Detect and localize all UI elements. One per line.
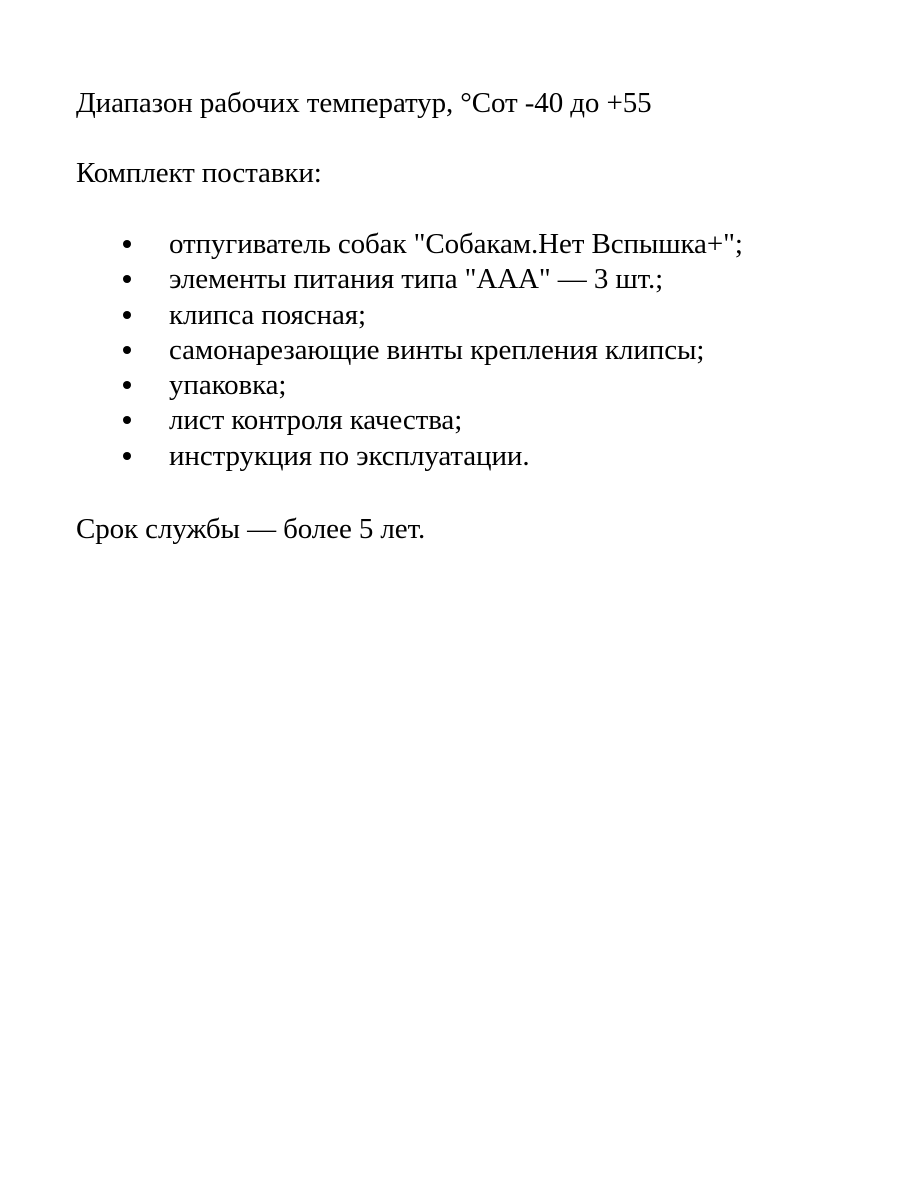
list-item-text: упаковка;	[169, 369, 287, 402]
kit-list	[76, 226, 743, 473]
bullet-icon	[123, 275, 131, 283]
list-item	[76, 261, 743, 296]
list-item-text: отпугиватель собак "Собакам.Нет Вспышка+";	[169, 228, 743, 260]
bullet-icon	[123, 311, 131, 319]
list-item	[76, 332, 743, 367]
list-item-text: инструкция по эксплуатации.	[169, 439, 530, 472]
list-item	[76, 438, 743, 473]
list-item-text: элементы питания типа "ААА" — 3 шт.;	[169, 263, 664, 296]
temperature-range-text: Диапазон рабочих температур, °Сот -40 до +55	[76, 87, 652, 119]
list-item	[76, 297, 743, 332]
bullet-icon	[123, 240, 131, 248]
list-item-text: самонарезающие винты крепления клипсы;	[169, 333, 705, 366]
list-item-text: клипса поясная;	[169, 298, 366, 331]
kit-heading: Комплект поставки:	[76, 157, 322, 189]
list-item-text: лист контроля качества;	[169, 404, 463, 437]
list-item	[76, 226, 743, 261]
list-item	[76, 402, 743, 437]
bullet-icon	[123, 381, 131, 389]
list-item	[76, 367, 743, 402]
bullet-icon	[123, 346, 131, 354]
service-life-text: Срок службы — более 5 лет.	[76, 513, 426, 545]
bullet-icon	[123, 416, 131, 424]
bullet-icon	[123, 452, 131, 460]
